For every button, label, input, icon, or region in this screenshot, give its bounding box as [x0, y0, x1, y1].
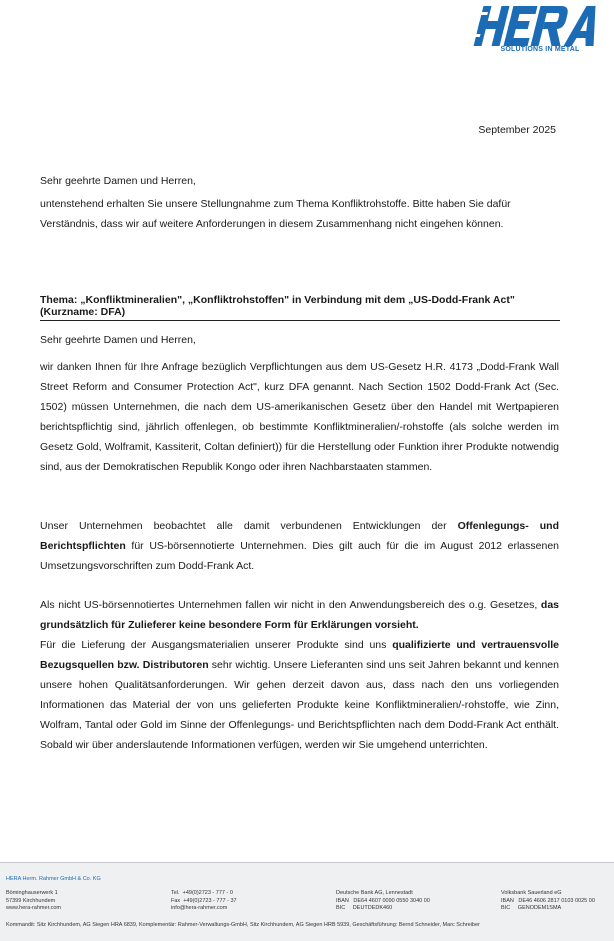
paragraph-disclosure-text-1: Unser Unternehmen beobachtet alle damit verbundenen Entwicklungen der [40, 520, 458, 532]
footer-contact: Tel. +49(0)2723 - 777 - 0 Fax +49(0)2723 - 777 - 37 info@hera-rahmer.com [171, 890, 237, 911]
subject-heading [40, 294, 560, 321]
paragraph-scope-emphasis: das grundsätzlich für Zulieferer keine besondere Form für Erklärungen vorsieht. [40, 599, 559, 631]
letter-date: September 2025 [478, 124, 556, 136]
paragraph-suppliers [40, 635, 559, 755]
footer-address: Böminghauserwerk 1 57399 Kirchhundem www.hera-rahmer.com [6, 890, 62, 911]
subject-line-2: (Kurzname: DFA) [40, 306, 126, 318]
paragraph-disclosure-text-2: für US-börsennotierte Unternehmen. Dies gilt auch für die im August 2012 erlassenen Umsetzungsvorschriften zum Dodd-Frank Act. [40, 540, 559, 572]
paragraph-suppliers-emphasis: qualifizierte und vertrauensvolle Bezugsquellen bzw. Distributoren [40, 639, 559, 671]
paragraph-scope-text: Als nicht US-börsennotiertes Unternehmen fallen wir nicht in den Anwendungsbereich des o.g. Gesetzes, [40, 599, 541, 611]
footer-bank-1: Deutsche Bank AG, Lennestadt IBAN DE64 4607 0090 0550 3040 00 BIC DEUTDEDK460 [336, 890, 430, 911]
paragraph-suppliers-text-1: Für die Lieferung der Ausgangsmaterialien unserer Produkte sind uns [40, 639, 393, 651]
footer-company: HERA Herm. Rahmer GmbH & Co. KG [6, 876, 101, 882]
intro-greeting: Sehr geehrte Damen und Herren, [40, 175, 196, 187]
paragraph-scope [40, 595, 559, 635]
paragraph-dfa: wir danken Ihnen für Ihre Anfrage bezüglich Verpflichtungen aus dem US-Gesetz H.R. 4173 „Dodd-Frank Wall Street Reform and Consumer Protection Act", kurz DFA genannt. Nach Section 1502 Dodd-Frank Act (Sec. 1502) müssen Unternehmen, die nach dem US-amerikanischen Gesetz über den Handel mit Wertpapieren berichtspflichtig sind, jährlich offenlegen, ob bestimmte Konfliktmineralien/-rohstoffe (als solche werden im Gesetz Gold, Wolframit, Kassiterit, Coltan definiert)) für die Herstellung oder Funktion ihrer Produkte notwendig sind, aus der Demokratischen Republik Kongo oder ihren Nachbarstaaten stammen. [40, 361, 559, 473]
paragraph-suppliers-text-2: sehr wichtig. Unsere Lieferanten sind uns seit Jahren bekannt und kennen unsere hohen Qualitätsanforderungen. Wir gehen derzeit davon aus, dass nach den uns vorliegenden Informationen das Material der von uns gelieferten Produkte keine Konfliktmineralien/-rohstoffe, wie Zinn, Wolfram, Tantal oder Gold im Sinne der Offenlegungs- und Berichtspflichten nach dem Dodd-Frank Act enthält. Sobald wir über anderslautende Informationen verfügen, werden wir Sie umgehend unterrichten. [40, 659, 559, 751]
footer-legal: Kommandit: Sitz Kirchhundem, AG Siegen HRA 6839, Komplementär: Rahmer-Verwaltungs-GmbH, Sitz Kirchhundem, AG Siegen HRB 5939, Geschäftsführung: Bernd Schneider, Marc Schreiber [6, 922, 480, 928]
hera-logo-mark [470, 4, 608, 48]
logo-tagline: SOLUTIONS IN METAL [500, 46, 580, 53]
letter-footer [0, 862, 614, 941]
body-greeting: Sehr geehrte Damen und Herren, [40, 334, 196, 346]
paragraph-disclosure [40, 516, 559, 576]
footer-bank-2: Volksbank Sauerland eG IBAN DE46 4606 2817 0103 0025 00 BIC GENODEM1SMA [501, 890, 595, 911]
paragraph-disclosure-emphasis: Offenlegungs- und Berichtspflichten [40, 520, 559, 552]
intro-text: untenstehend erhalten Sie unsere Stellungnahme zum Thema Konfliktrohstoffe. Bitte haben Sie dafür Verständnis, dass wir auf weitere Anforderungen in diesem Zusammenhang nicht eingehen können. [40, 198, 511, 230]
subject-line-1: Thema: „Konfliktmineralien", „Konfliktrohstoffen" in Verbindung mit dem „US-Dodd-Frank Act" [40, 294, 515, 306]
